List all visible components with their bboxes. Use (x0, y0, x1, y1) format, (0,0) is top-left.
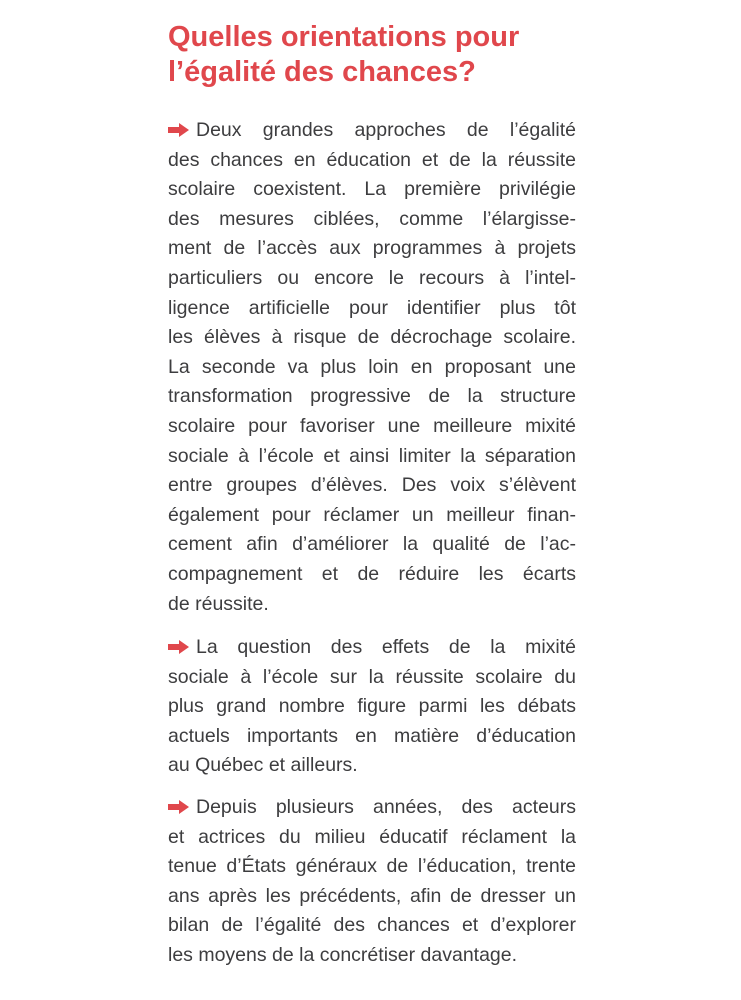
paragraph-line (168, 793, 576, 823)
paragraph-line: des chances en éducation et de la réussite (168, 148, 576, 171)
paragraph-line-text: Deux grandes approches de l’égalité (196, 119, 576, 141)
paragraph-line: compagnement et de réduire les écarts (168, 562, 576, 585)
paragraph-line: ment de l’accès aux programmes à projets (168, 237, 576, 260)
paragraph-line: sociale à l’école et ainsi limiter la séparation (168, 444, 576, 467)
title-line: Quelles orientations pour (168, 21, 520, 53)
paragraph-line: et actrices du milieu éducatif réclament la (168, 825, 576, 848)
paragraph-line (168, 116, 576, 146)
paragraph-line: ligence artificielle pour identifier plus tôt (168, 296, 576, 319)
paragraph-line: au Québec et ailleurs. (168, 754, 358, 777)
paragraph-line: cement afin d’améliorer la qualité de l’ac- (168, 533, 576, 556)
paragraph (168, 116, 576, 619)
paragraph-line: scolaire coexistent. La première privilégie (168, 178, 576, 201)
paragraph-line-text: Depuis plusieurs années, des acteurs (196, 796, 576, 818)
paragraph-line: scolaire pour favoriser une meilleure mixité (168, 414, 576, 437)
arrow-right-icon (168, 634, 190, 648)
paragraph-line: La seconde va plus loin en proposant une (168, 355, 576, 378)
paragraph-line-text: La question des effets de la mixité (196, 636, 576, 658)
paragraph-line: actuels importants en matière d’éducation (168, 724, 576, 747)
paragraph-line: ans après les précédents, afin de dresser un (168, 884, 576, 907)
paragraph-line: bilan de l’égalité des chances et d’explorer (168, 914, 576, 937)
paragraph-line: également pour réclamer un meilleur finan- (168, 503, 576, 526)
paragraph-line: transformation progressive de la structure (168, 385, 576, 408)
paragraph-line: particuliers ou encore le recours à l’intel- (168, 266, 576, 289)
paragraph-line: les élèves à risque de décrochage scolaire. (168, 326, 576, 349)
paragraph-line: plus grand nombre figure parmi les débats (168, 695, 576, 718)
paragraph-line: de réussite. (168, 592, 269, 615)
paragraph-line: entre groupes d’élèves. Des voix s’élèvent (168, 474, 576, 497)
paragraph-line: sociale à l’école sur la réussite scolaire du (168, 665, 576, 688)
arrow-right-icon (168, 794, 190, 808)
title-line: l’égalité des chances? (168, 56, 476, 88)
paragraph (168, 633, 576, 781)
paragraph-line: tenue d’États généraux de l’éducation, trente (168, 855, 576, 878)
arrow-right-icon (168, 117, 190, 131)
paragraph-line (168, 633, 576, 663)
paragraph-line: des mesures ciblées, comme l’élargisse- (168, 207, 576, 230)
page-title (168, 20, 588, 90)
paragraph (168, 793, 576, 971)
paragraph-line: les moyens de la concrétiser davantage. (168, 943, 518, 966)
